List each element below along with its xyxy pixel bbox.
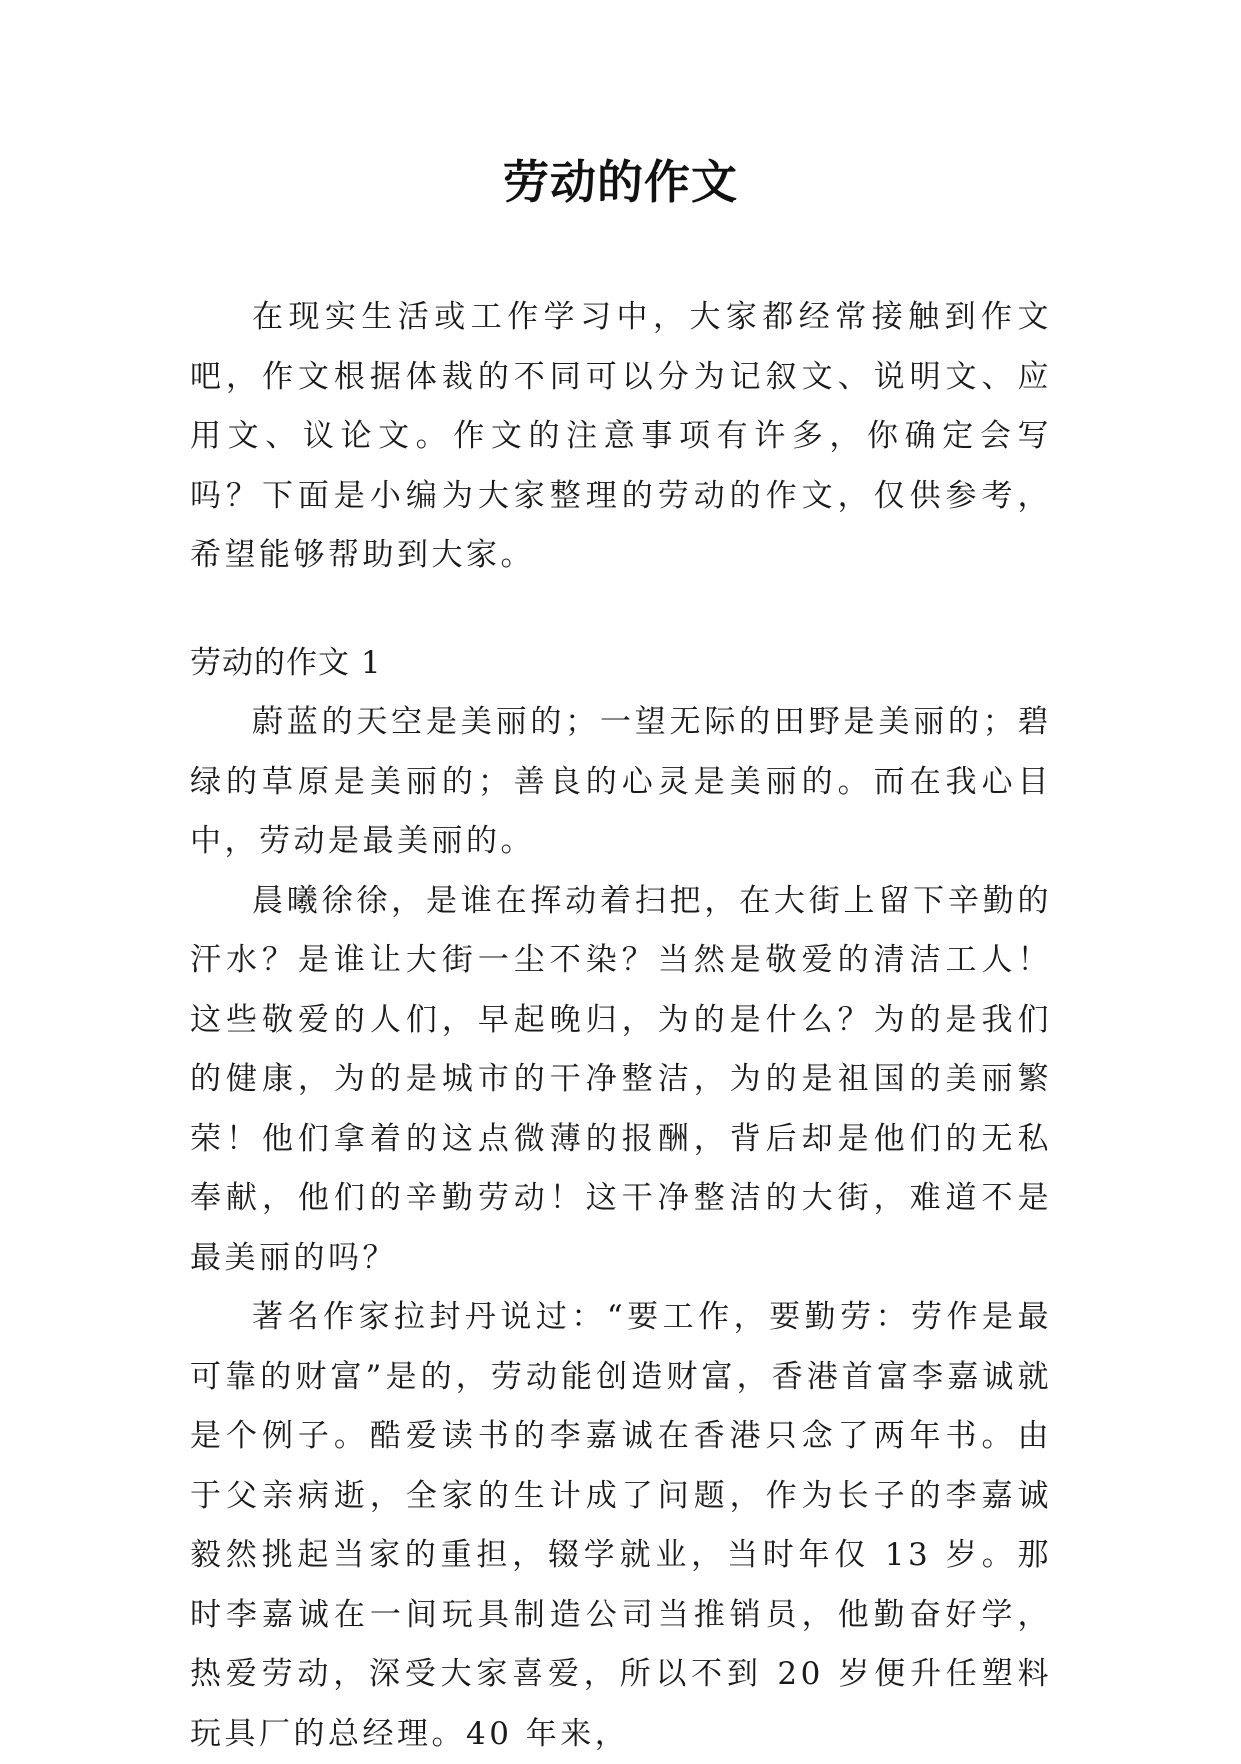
body-paragraph: 著名作家拉封丹说过：“要工作，要勤劳：劳作是最可靠的财富”是的，劳动能创造财富，香港首富李嘉诚就是个例子。酷爱读书的李嘉诚在香港只念了两年书。由于父亲病逝，全家的生计成了问题，作为长子的李嘉诚毅然挑起当家的重担，辍学就业，当时年仅 13 岁。那时李嘉诚在一间玩具制造公司当推销员，他勤奋好学，热爱劳动，深受大家喜爱，所以不到 20 岁便升任塑料玩具厂的总经理。40 年来， [190, 1299, 1052, 1752]
document-body [190, 288, 1052, 1764]
document-title: 劳动的作文 [503, 155, 738, 209]
intro-paragraph: 在现实生活或工作学习中，大家都经常接触到作文吧，作文根据体裁的不同可以分为记叙文、说明文、应用文、议论文。作文的注意事项有许多，你确定会写吗？下面是小编为大家整理的劳动的作文，仅供参考，希望能够帮助到大家。 [190, 299, 1052, 573]
section-heading: 劳动的作文 1 [190, 644, 382, 681]
body-paragraph: 晨曦徐徐，是谁在挥动着扫把，在大街上留下辛勤的汗水？是谁让大街一尘不染？当然是敬爱的清洁工人！这些敬爱的人们，早起晚归，为的是什么？为的是我们的健康，为的是城市的干净整洁，为的是祖国的美丽繁荣！他们拿着的这点微薄的报酬，背后却是他们的无私奉献，他们的辛勤劳动！这干净整洁的大街，难道不是最美丽的吗？ [190, 882, 1052, 1276]
body-paragraph: 蔚蓝的天空是美丽的；一望无际的田野是美丽的；碧绿的草原是美丽的；善良的心灵是美丽的。而在我心目中，劳动是最美丽的。 [190, 704, 1052, 859]
